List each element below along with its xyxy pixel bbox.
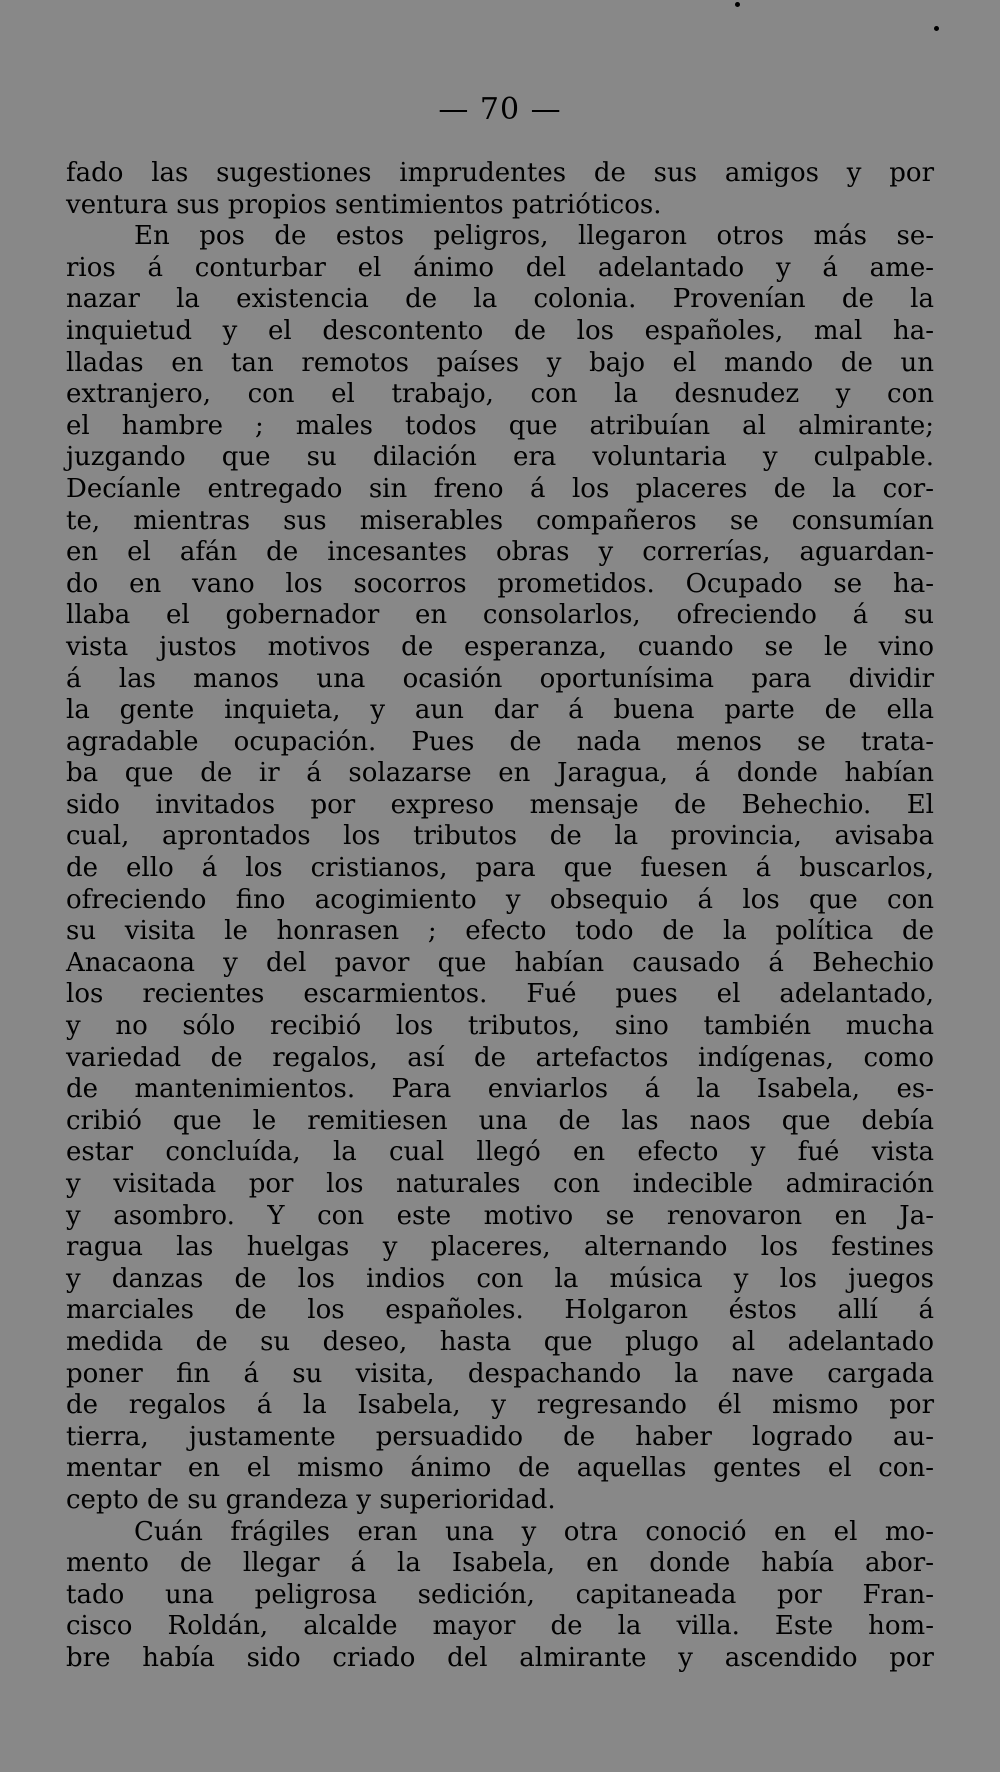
text-line: sido invitados por expreso mensaje de Behechio. El — [66, 789, 934, 820]
text-line: y danzas de los indios con la música y los juegos — [66, 1263, 934, 1294]
text-line: y asombro. Y con este motivo se renovaron en Ja- — [66, 1200, 934, 1231]
body-text — [66, 158, 934, 1675]
text-line: variedad de regalos, así de artefactos indígenas, como — [66, 1042, 934, 1073]
text-line: marciales de los españoles. Holgaron éstos allí á — [66, 1295, 934, 1326]
page-number: — 70 — — [438, 92, 562, 127]
text-line: su visita le honrasen ; efecto todo de la política de — [66, 916, 934, 947]
text-line: ventura sus propios sentimientos patrióticos. — [66, 189, 662, 220]
text-line: Anacaona y del pavor que habían causado á Behechio — [66, 947, 934, 978]
text-line: y no sólo recibió los tributos, sino también mucha — [66, 1011, 934, 1042]
text-line: agradable ocupación. Pues de nada menos se trata- — [66, 726, 934, 757]
text-line: medida de su deseo, hasta que plugo al adelantado — [66, 1326, 934, 1357]
text-line: ba que de ir á solazarse en Jaragua, á donde habían — [66, 758, 934, 789]
text-line: el hambre ; males todos que atribuían al almirante; — [66, 410, 934, 441]
text-line: ofreciendo fino acogimiento y obsequio á los que con — [66, 884, 934, 915]
text-line: do en vano los socorros prometidos. Ocupado se ha- — [66, 568, 934, 599]
speck — [735, 2, 740, 7]
text-line: tierra, justamente persuadido de haber logrado au- — [66, 1421, 934, 1452]
text-line: cepto de su grandeza y superioridad. — [66, 1484, 556, 1515]
text-line: Decíanle entregado sin freno á los placeres de la cor- — [66, 473, 934, 504]
text-line: inquietud y el descontento de los españoles, mal ha- — [66, 315, 934, 346]
text-line: tado una peligrosa sedición, capitaneada por Fran- — [66, 1579, 934, 1610]
text-line: y visitada por los naturales con indecible admiración — [66, 1169, 934, 1199]
text-line: la gente inquieta, y aun dar á buena parte de ella — [66, 695, 934, 726]
speck — [934, 26, 939, 31]
text-line: estar concluída, la cual llegó en efecto y fué vista — [66, 1137, 934, 1168]
text-line: rios á conturbar el ánimo del adelantado y á ame- — [66, 252, 934, 283]
text-line: extranjero, con el trabajo, con la desnudez y con — [66, 379, 934, 410]
text-line: de mantenimientos. Para enviarlos á la Isabela, es- — [66, 1074, 934, 1105]
text-line: los recientes escarmientos. Fué pues el adelantado, — [66, 979, 934, 1010]
text-line: cual, aprontados los tributos de la provincia, avisaba — [66, 821, 934, 852]
text-line: juzgando que su dilación era voluntaria y culpable. — [66, 442, 934, 473]
text-line: Cuán frágiles eran una y otra conoció en el mo- — [134, 1516, 934, 1547]
text-line: cisco Roldán, alcalde mayor de la villa. Este hom- — [66, 1611, 934, 1642]
text-line: cribió que le remitiesen una de las naos que debía — [66, 1105, 934, 1136]
text-line: ragua las huelgas y placeres, alternando los festines — [66, 1232, 934, 1263]
text-line: fado las sugestiones imprudentes de sus amigos y por — [66, 158, 934, 188]
text-line: vista justos motivos de esperanza, cuando se le vino — [66, 631, 934, 662]
text-line: á las manos una ocasión oportunísima para dividir — [66, 663, 934, 694]
text-line: poner fin á su visita, despachando la nave cargada — [66, 1358, 934, 1389]
text-line: de ello á los cristianos, para que fuesen á buscarlos, — [66, 853, 934, 884]
text-line: En pos de estos peligros, llegaron otros más se- — [134, 221, 934, 252]
text-line: te, mientras sus miserables compañeros se consumían — [66, 505, 934, 536]
text-line: de regalos á la Isabela, y regresando él mismo por — [66, 1390, 934, 1421]
text-line: lladas en tan remotos países y bajo el mando de un — [66, 347, 934, 378]
text-line: mento de llegar á la Isabela, en donde había abor- — [66, 1548, 934, 1579]
text-line: nazar la existencia de la colonia. Provenían de la — [66, 284, 934, 315]
text-line: llaba el gobernador en consolarlos, ofreciendo á su — [66, 600, 934, 631]
text-line: bre había sido criado del almirante y ascendido por — [66, 1642, 934, 1673]
text-line: mentar en el mismo ánimo de aquellas gentes el con- — [66, 1453, 934, 1484]
text-line: en el afán de incesantes obras y correrías, aguardan- — [66, 537, 934, 568]
